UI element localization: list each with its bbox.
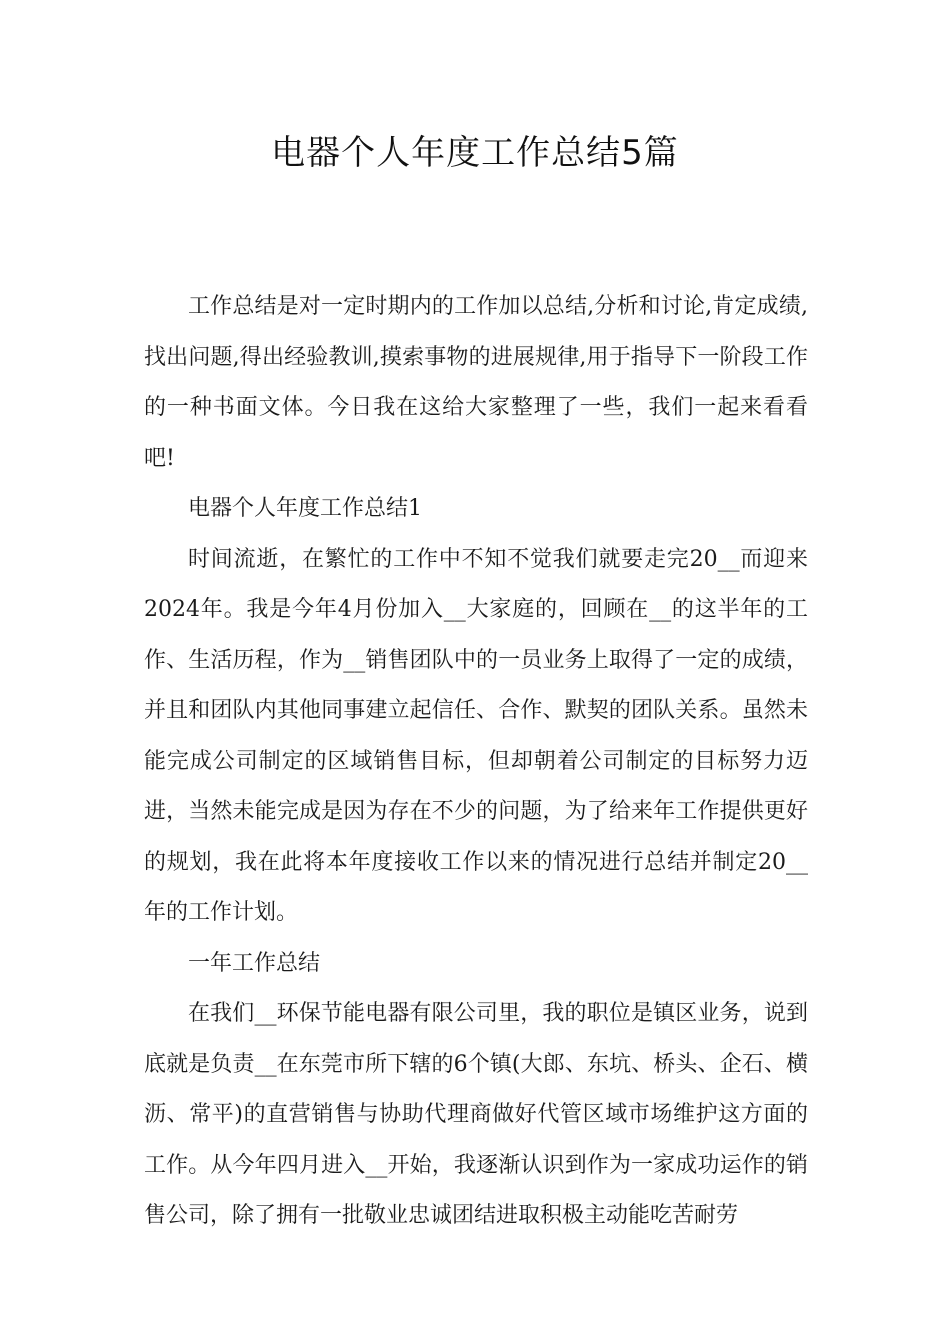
paragraph-time-review: 时间流逝，在繁忙的工作中不知不觉我们就要走完20__而迎来2024年。我是今年4月份加入__大家庭的，回顾在__的这半年的工作、生活历程，作为__销售团队中的一员业务上取得了一定的成绩，并且和团队内其他同事建立起信任、合作、默契的团队关系。虽然未能完成公司制定的区域销售目标，但却朝着公司制定的目标努力迈进，当然未能完成是因为存在不少的问题，为了给来年工作提供更好的规划，我在此将本年度接收工作以来的情况进行总结并制定20__年的工作计划。 (144, 546, 808, 925)
document-body (144, 282, 808, 1242)
intro-paragraph: 工作总结是对一定时期内的工作加以总结,分析和讨论,肯定成绩,找出问题,得出经验教训,摸索事物的进展规律,用于指导下一阶段工作的一种书面文体。今日我在这给大家整理了一些，我们一起来看看吧! (144, 294, 808, 471)
subheading-year-summary: 一年工作总结 (188, 950, 321, 976)
section-heading-1: 电器个人年度工作总结1 (188, 496, 422, 521)
paragraph-company-role: 在我们__环保节能电器有限公司里，我的职位是镇区业务，说到底就是负责__在东莞市所下辖的6个镇(大郎、东坑、桥头、企石、横沥、常平)的直营销售与协助代理商做好代管区域市场维护这方面的工作。从今年四月进入__开始，我逐渐认识到作为一家成功运作的销售公司，除了拥有一批敬业忠诚团结进取积极主动能吃苦耐劳 (144, 1001, 808, 1228)
document-title: 电器个人年度工作总结5篇 (271, 133, 679, 173)
